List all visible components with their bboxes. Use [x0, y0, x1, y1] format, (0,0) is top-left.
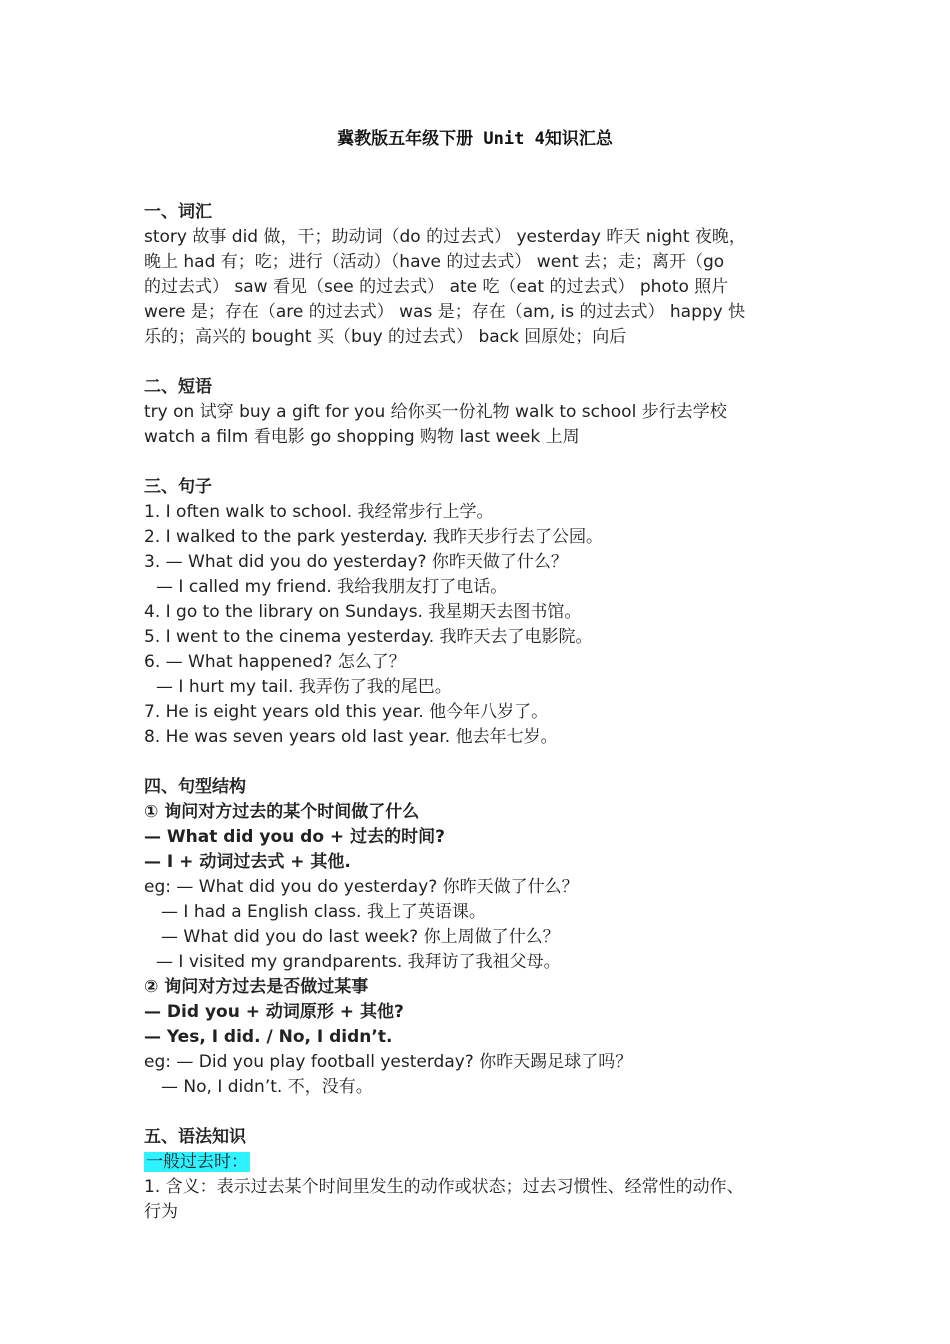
pattern-2-answer: — Yes, I did. / No, I didn’t. [144, 1027, 393, 1047]
sentence-line: — I hurt my tail. 我弄伤了我的尾巴。 [156, 677, 452, 697]
section-heading-vocab: 一、词汇 [144, 202, 212, 222]
spacer [144, 1100, 824, 1125]
section-heading-grammar: 五、语法知识 [144, 1127, 246, 1147]
sentence-line: 4. I go to the library on Sundays. 我星期天去图书馆。 [144, 602, 582, 622]
pattern-1-answer: — I + 动词过去式 + 其他. [144, 852, 351, 872]
pattern-1-example: — I had a English class. 我上了英语课。 [161, 902, 486, 922]
document-body [144, 200, 824, 1225]
phrase-line: try on 试穿 buy a gift for you 给你买一份礼物 walk to school 步行去学校 [144, 402, 727, 422]
vocab-line: 乐的；高兴的 bought 买（buy 的过去式） back 回原处；向后 [144, 327, 627, 347]
sentence-line: 2. I walked to the park yesterday. 我昨天步行去了公园。 [144, 527, 604, 547]
sentence-line: 7. He is eight years old this year. 他今年八岁了。 [144, 702, 549, 722]
pattern-1-example: — I visited my grandparents. 我拜访了我祖父母。 [156, 952, 561, 972]
vocab-line: story 故事 did 做，干；助动词（do 的过去式） yesterday 昨天 night 夜晚， [144, 227, 746, 247]
section-heading-phrases: 二、短语 [144, 377, 212, 397]
pattern-1-question: — What did you do + 过去的时间? [144, 827, 445, 847]
grammar-line: 行为 [144, 1202, 178, 1222]
sentence-line: 5. I went to the cinema yesterday. 我昨天去了电影院。 [144, 627, 593, 647]
pattern-1-title: ① 询问对方过去的某个时间做了什么 [144, 802, 420, 822]
pattern-1-example: eg: — What did you do yesterday? 你昨天做了什么？ [144, 877, 579, 897]
grammar-highlight-line [144, 1150, 824, 1175]
section-heading-sentences: 三、句子 [144, 477, 212, 497]
pattern-2-title: ② 询问对方过去是否做过某事 [144, 977, 369, 997]
sentence-line: 3. — What did you do yesterday? 你昨天做了什么？ [144, 552, 568, 572]
highlighted-term: 一般过去时： [146, 1152, 248, 1172]
phrase-line: watch a film 看电影 go shopping 购物 last week 上周 [144, 427, 580, 447]
pattern-1-example: — What did you do last week? 你上周做了什么？ [161, 927, 560, 947]
sentence-line: 6. — What happened? 怎么了？ [144, 652, 406, 672]
document-title: 冀教版五年级下册 Unit 4知识汇总 [337, 129, 613, 149]
vocab-line: 晚上 had 有；吃；进行（活动）（have 的过去式） went 去；走；离开（go [144, 252, 725, 272]
vocab-line: 的过去式） saw 看见（see 的过去式） ate 吃（eat 的过去式） photo 照片 [144, 277, 729, 297]
spacer [144, 450, 824, 475]
grammar-line: 1. 含义：表示过去某个时间里发生的动作或状态；过去习惯性、经常性的动作、 [144, 1177, 744, 1197]
sentence-line: — I called my friend. 我给我朋友打了电话。 [156, 577, 508, 597]
spacer [144, 350, 824, 375]
pattern-2-example: eg: — Did you play football yesterday? 你昨天踢足球了吗？ [144, 1052, 633, 1072]
sentence-line: 8. He was seven years old last year. 他去年七岁。 [144, 727, 558, 747]
spacer [144, 750, 824, 775]
vocab-line: were 是；存在（are 的过去式） was 是；存在（am, is 的过去式） happy 快 [144, 302, 746, 322]
section-heading-patterns: 四、句型结构 [144, 777, 246, 797]
pattern-2-example: — No, I didn’t. 不，没有。 [161, 1077, 373, 1097]
sentence-line: 1. I often walk to school. 我经常步行上学。 [144, 502, 494, 522]
pattern-2-question: — Did you + 动词原形 + 其他? [144, 1002, 404, 1022]
